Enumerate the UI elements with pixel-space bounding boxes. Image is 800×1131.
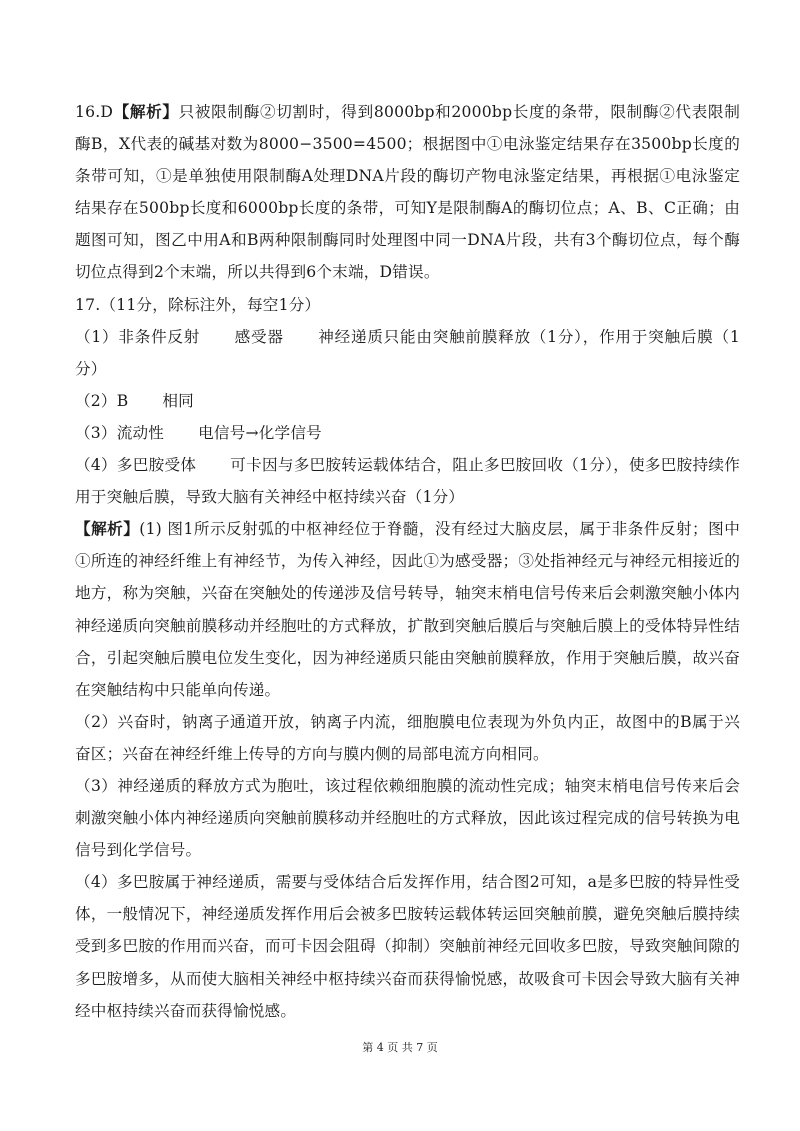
q17-a4-blank-2: 可卡因与多巴胺转运载体结合，阻止多巴胺回收（1分），使多巴胺持续作用于突触后膜，导致大脑有关神经中枢持续兴奋（1分） bbox=[75, 456, 740, 507]
q17-analysis-tag: 【解析】 bbox=[75, 519, 140, 539]
q17-a1-num: （1） bbox=[75, 327, 119, 346]
q17-header: 17.（11分，除标注外，每空1分） bbox=[75, 295, 321, 314]
q17-a1-blank-2: 感受器 bbox=[234, 327, 284, 346]
q17-answer-1 bbox=[75, 321, 740, 385]
q17-a2-blank-1: B bbox=[116, 391, 129, 410]
q17-a4-num: （4） bbox=[75, 456, 117, 475]
q17-a3-num: （3） bbox=[75, 423, 117, 442]
q17-analysis-text-1: (1) 图1所示反射弧的中枢神经位于脊髓，没有经过大脑皮层，属于非条件反射；图中①所连的神经纤维上有神经节，为传入神经，因此①为感受器；③处指神经元与神经元相接近的地方，称为突触，兴奋在突触处的传递涉及信号转导，轴突末梢电信号传来后会刺激突触小体内神经递质向突触前膜移动并经胞吐的方式释放，扩散到突触后膜后与突触后膜上的受体特异性结合，引起突触后膜电位发生变化，因为神经递质只能由突触前膜释放，作用于突触后膜，故兴奋在突触结构中只能单向传递。 bbox=[75, 520, 740, 699]
q17-analysis-p3: （3）神经递质的释放方式为胞吐，该过程依赖细胞膜的流动性完成；轴突末梢电信号传来后会刺激突触小体内神经递质向突触前膜移动并经胞吐的方式释放，因此该过程完成的信号转换为电信号到化学信号。 bbox=[75, 776, 740, 860]
q17-analysis-p2: （2）兴奋时，钠离子通道开放，钠离子内流，细胞膜电位表现为外负内正，故图中的B属于兴奋区；兴奋在神经纤维上传导的方向与膜内侧的局部电流方向相同。 bbox=[75, 712, 740, 763]
q17-a2-blank-2: 相同 bbox=[162, 391, 194, 410]
q16-analysis-tag: 【解析】 bbox=[113, 102, 179, 121]
q17-a2-num: （2） bbox=[75, 391, 117, 410]
page-content bbox=[75, 96, 740, 1027]
q17-a3-blank-2: 电信号→化学信号 bbox=[198, 423, 322, 442]
q17-answer-3 bbox=[75, 417, 740, 449]
q16-paragraph bbox=[75, 96, 740, 289]
q17-a3-blank-1: 流动性 bbox=[116, 423, 165, 442]
q16-text: 只被限制酶②切割时，得到8000bp和2000bp长度的条带，限制酶②代表限制酶B，X代表的碱基对数为8000−3500=4500；根据图中①电泳鉴定结果存在3500bp长度的条带可知，①是单独使用限制酶A处理DNA片段的酶切产物电泳鉴定结果，再根据①电泳鉴定结果存在500bp长度和6000bp长度的条带，可知Y是限制酶A的酶切位点；A、B、C正确；由题图可知，图乙中用A和B两种限制酶同时处理图中同一DNA片段，共有3个酶切位点，每个酶切位点得到2个末端，所以共得到6个末端，D错误。 bbox=[75, 103, 740, 282]
q17-a4-blank-1: 多巴胺受体 bbox=[116, 456, 197, 475]
page-footer: 第 4 页 共 7 页 bbox=[362, 1041, 438, 1054]
q17-analysis-p4: （4）多巴胺属于神经递质，需要与受体结合后发挥作用，结合图2可知，a是多巴胺的特异性受体，一般情况下，神经递质发挥作用后会被多巴胺转运载体转运回突触前膜，避免突触后膜持续受到多巴胺的作用而兴奋，而可卡因会阻碍（抑制）突触前神经元回收多巴胺，导致突触间隙的多巴胺增多，从而使大脑相关神经中枢持续兴奋而获得愉悦感，故吸食可卡因会导致大脑有关神经中枢持续兴奋而获得愉悦感。 bbox=[75, 873, 740, 1020]
q17-a1-blank-3: 神经递质只能由突触前膜释放（1分），作用于突触后膜（1分） bbox=[75, 327, 740, 378]
q17-a1-blank-1: 非条件反射 bbox=[118, 327, 201, 346]
q17-analysis-p1 bbox=[75, 513, 740, 706]
q17-answer-2 bbox=[75, 385, 740, 417]
q16-prefix: 16.D bbox=[75, 103, 114, 121]
q17-answer-4 bbox=[75, 449, 740, 513]
